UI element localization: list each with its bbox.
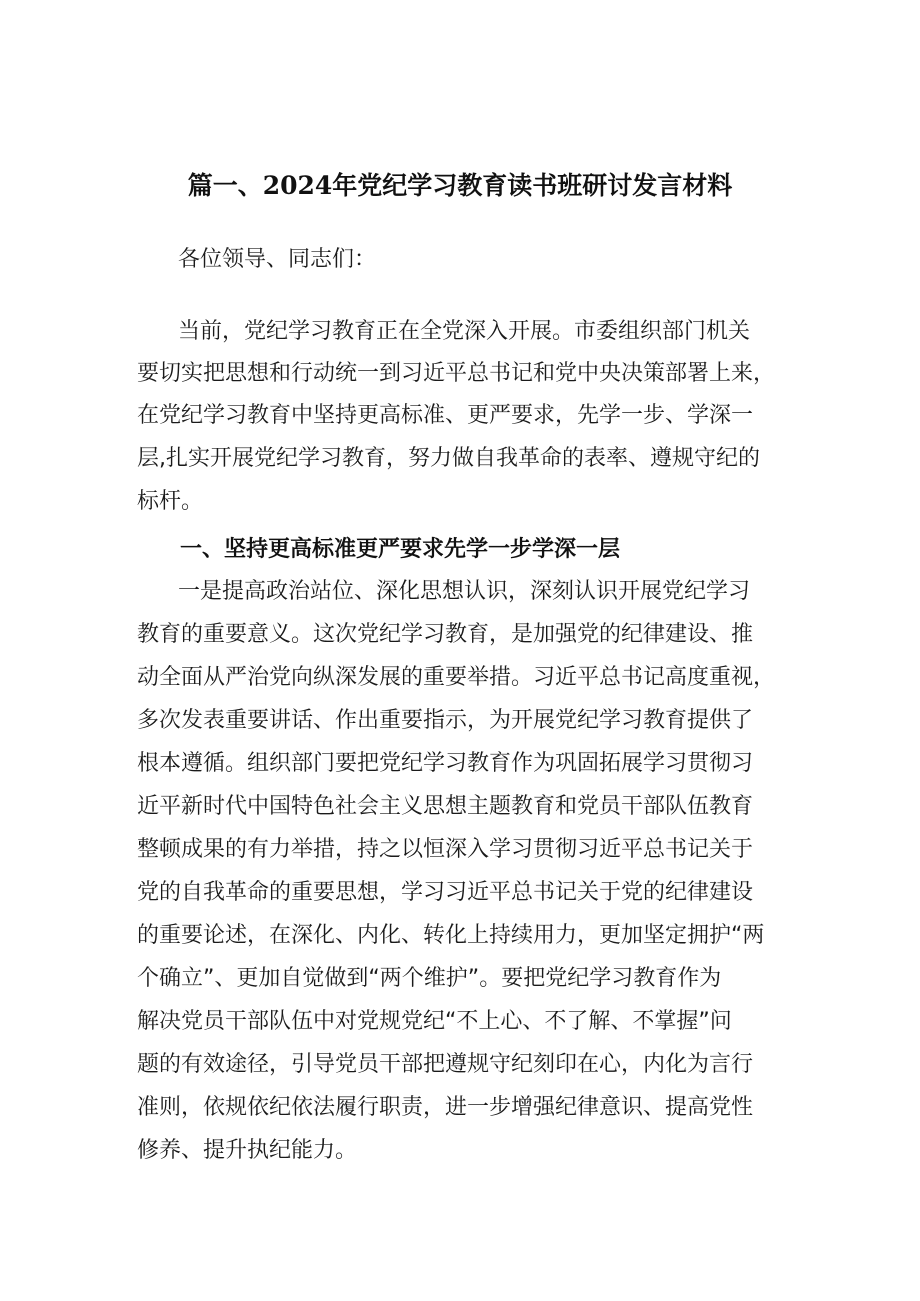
body-line: 动全面从严治党向纵深发展的重要举措。习近平总书记高度重视， bbox=[137, 665, 776, 690]
document-title: 篇一、2024年党纪学习教育读书班研讨发言材料 bbox=[187, 171, 733, 200]
body-line: 的重要论述，在深化、内化、转化上持续用力，更加坚定拥护“两 bbox=[137, 923, 765, 948]
body-line: 近平新时代中国特色社会主义思想主题教育和党员干部队伍教育 bbox=[137, 794, 754, 819]
body-line: 个确立”、更加自觉做到“两个维护”。要把党纪学习教育作为 bbox=[137, 966, 722, 991]
intro-line: 当前，党纪学习教育正在全党深入开展。市委组织部门机关 bbox=[178, 319, 751, 344]
section-heading: 一、坚持更高标准更严要求先学一步学深一层 bbox=[180, 537, 621, 562]
body-line: 多次发表重要讲话、作出重要指示，为开展党纪学习教育提供了 bbox=[137, 708, 754, 733]
body-line: 题的有效途径，引导党员干部把遵规守纪刻印在心，内化为言行 bbox=[137, 1052, 754, 1077]
body-line: 一是提高政治站位、深化思想认识，深刻认识开展党纪学习 bbox=[178, 579, 751, 604]
body-line: 根本遵循。组织部门要把党纪学习教育作为巩固拓展学习贯彻习 bbox=[137, 751, 754, 776]
intro-line: 要切实把思想和行动统一到习近平总书记和党中央决策部署上来， bbox=[137, 361, 776, 386]
intro-line: 层,扎实开展党纪学习教育，努力做自我革命的表率、遵规守纪的 bbox=[137, 446, 760, 471]
intro-line: 标杆。 bbox=[137, 489, 204, 514]
body-line: 整顿成果的有力举措，持之以恒深入学习贯彻习近平总书记关于 bbox=[137, 837, 754, 862]
intro-line: 在党纪学习教育中坚持更高标准、更严要求，先学一步、学深一 bbox=[137, 403, 754, 428]
body-line: 准则，依规依纪依法履行职责，进一步增强纪律意识、提高党性 bbox=[137, 1095, 754, 1120]
body-line: 修养、提升执纪能力。 bbox=[137, 1138, 358, 1163]
body-line: 党的自我革命的重要思想，学习习近平总书记关于党的纪律建设 bbox=[137, 880, 754, 905]
salutation: 各位领导、同志们： bbox=[178, 247, 377, 272]
body-line: 解决党员干部队伍中对党规党纪“不上心、不了解、不掌握”问 bbox=[137, 1009, 732, 1034]
body-line: 教育的重要意义。这次党纪学习教育，是加强党的纪律建设、推 bbox=[137, 622, 754, 647]
